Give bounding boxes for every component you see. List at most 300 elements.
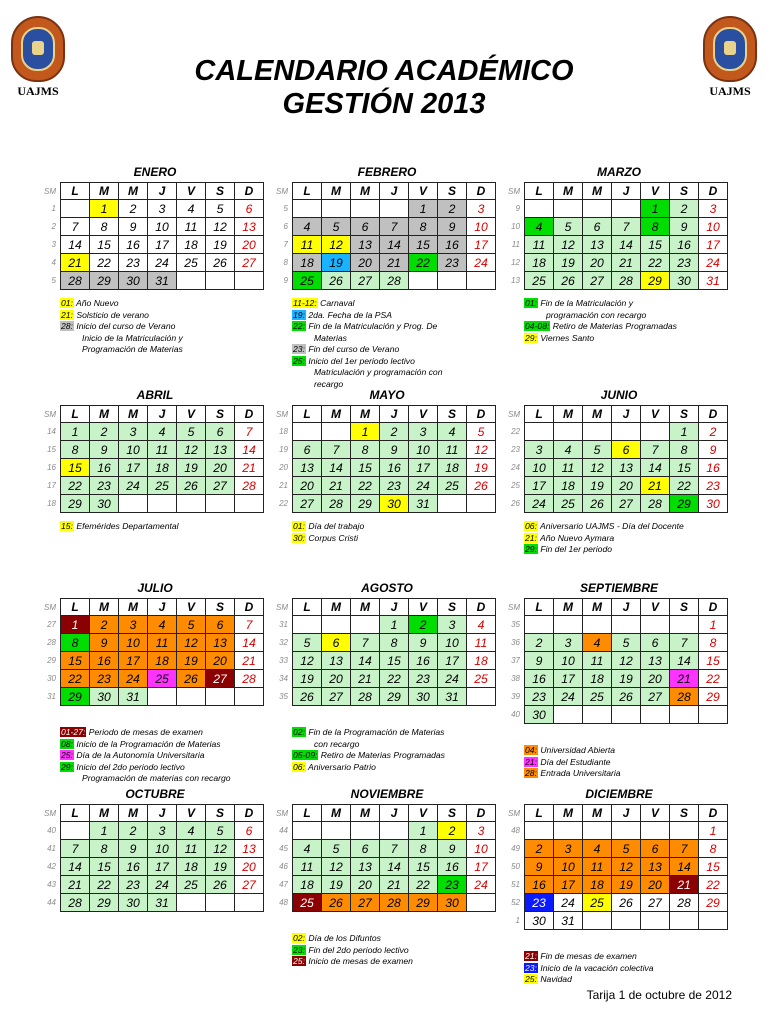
legend-julio <box>60 727 275 785</box>
day-cell <box>612 822 641 840</box>
day-cell: 22 <box>90 254 119 272</box>
weekday-header: M <box>119 805 148 822</box>
week-row <box>500 254 728 272</box>
week-number: 48 <box>279 898 288 907</box>
week-row <box>268 840 496 858</box>
week-number: 5 <box>283 204 288 213</box>
week-number: 46 <box>279 862 288 871</box>
day-cell: 3 <box>467 200 496 218</box>
legend-item <box>524 963 739 975</box>
day-cell <box>380 200 409 218</box>
weekday-header: J <box>612 805 641 822</box>
day-cell: 3 <box>467 822 496 840</box>
day-cell: 21 <box>322 477 351 495</box>
legend-text: Universidad Abierta <box>537 745 616 755</box>
legend-code: 25: <box>61 750 73 760</box>
week-row <box>500 441 728 459</box>
legend-item <box>60 333 275 345</box>
day-cell: 3 <box>119 616 148 634</box>
legend-text: Inicio de mesas de examen <box>305 956 413 966</box>
day-cell: 6 <box>293 441 322 459</box>
legend-item <box>292 310 507 322</box>
day-cell: 2 <box>525 634 554 652</box>
legend-text: con recargo <box>314 738 360 749</box>
day-cell <box>670 822 699 840</box>
day-cell: 4 <box>148 423 177 441</box>
day-cell: 8 <box>90 218 119 236</box>
day-cell: 15 <box>61 652 90 670</box>
day-cell: 21 <box>380 876 409 894</box>
day-cell: 29 <box>641 272 670 290</box>
day-cell: 19 <box>293 670 322 688</box>
day-cell: 14 <box>235 634 264 652</box>
day-cell: 1 <box>409 822 438 840</box>
day-cell: 15 <box>641 236 670 254</box>
day-cell: 26 <box>322 894 351 912</box>
week-number: 22 <box>279 499 288 508</box>
day-cell: 21 <box>380 254 409 272</box>
week-row <box>268 634 496 652</box>
legend-text: Inicio del curso de Verano <box>73 321 176 331</box>
day-cell <box>61 822 90 840</box>
day-cell: 17 <box>525 477 554 495</box>
week-number: 6 <box>283 222 288 231</box>
week-row <box>36 670 264 688</box>
day-cell: 18 <box>583 876 612 894</box>
legend-item <box>60 727 275 739</box>
day-cell: 20 <box>351 254 380 272</box>
legend-code: 23: <box>293 344 305 354</box>
day-cell: 1 <box>380 616 409 634</box>
legend-text: Fin de la Programación de Materias <box>305 727 445 737</box>
day-cell: 14 <box>380 858 409 876</box>
month-name: MAYO <box>369 388 405 402</box>
legend-code: 06: <box>525 521 537 531</box>
legend-code: 01: <box>525 298 537 308</box>
day-cell: 21 <box>235 459 264 477</box>
weekday-header: M <box>351 406 380 423</box>
day-cell: 11 <box>148 441 177 459</box>
legend-text: recargo <box>314 378 344 389</box>
logo-right-label: UAJMS <box>709 84 751 98</box>
legend-mayo <box>292 521 507 544</box>
legend-code: 23: <box>525 962 537 973</box>
footer-date: Tarija 1 de octubre de 2012 <box>586 988 732 1002</box>
legend-item <box>524 321 739 333</box>
day-cell <box>235 272 264 290</box>
month-table <box>268 182 496 290</box>
week-number: 43 <box>47 880 56 889</box>
week-row <box>268 218 496 236</box>
weekday-header: V <box>409 599 438 616</box>
day-cell: 14 <box>670 858 699 876</box>
week-number: 17 <box>47 481 56 490</box>
weekday-header: M <box>583 599 612 616</box>
week-number: 44 <box>279 826 288 835</box>
week-number: 45 <box>279 844 288 853</box>
day-cell: 13 <box>351 236 380 254</box>
day-cell: 24 <box>554 894 583 912</box>
day-cell: 27 <box>641 894 670 912</box>
day-cell: 30 <box>119 894 148 912</box>
day-cell: 6 <box>351 840 380 858</box>
week-number: 31 <box>47 692 56 701</box>
day-cell: 23 <box>119 876 148 894</box>
day-cell: 7 <box>612 218 641 236</box>
weekday-header: M <box>322 599 351 616</box>
weekday-header: V <box>641 805 670 822</box>
day-cell: 30 <box>438 894 467 912</box>
day-cell <box>612 200 641 218</box>
day-cell: 9 <box>525 652 554 670</box>
day-cell <box>177 495 206 513</box>
day-cell: 1 <box>699 616 728 634</box>
day-cell: 18 <box>148 652 177 670</box>
day-cell: 15 <box>409 236 438 254</box>
legend-text: Periodo de mesas de examen <box>86 727 203 737</box>
legend-text: Programación de Materias <box>82 344 183 354</box>
day-cell: 29 <box>409 894 438 912</box>
legend-code: 25: <box>293 956 305 966</box>
day-cell <box>554 706 583 724</box>
day-cell: 6 <box>235 200 264 218</box>
day-cell <box>583 200 612 218</box>
legend-code: 01-27: <box>61 727 86 737</box>
legend-text: Retiro de Materias Programadas <box>318 750 445 760</box>
day-cell: 15 <box>699 858 728 876</box>
day-cell: 2 <box>380 423 409 441</box>
day-cell: 5 <box>322 218 351 236</box>
day-cell: 9 <box>119 840 148 858</box>
month-name: JULIO <box>137 581 173 595</box>
legend-code: 01: <box>61 298 73 308</box>
day-cell: 27 <box>641 688 670 706</box>
day-cell: 1 <box>699 822 728 840</box>
legend-text: Corpus Cristi <box>305 532 359 543</box>
day-cell: 24 <box>554 688 583 706</box>
legend-text: Solsticio de verano <box>73 309 149 320</box>
week-row <box>268 272 496 290</box>
day-cell: 28 <box>322 495 351 513</box>
day-cell: 16 <box>90 652 119 670</box>
legend-item <box>60 750 275 762</box>
week-number: 15 <box>47 445 56 454</box>
legend-item <box>292 739 507 751</box>
day-cell: 8 <box>409 840 438 858</box>
week-row <box>500 495 728 513</box>
week-number: 10 <box>511 222 520 231</box>
day-cell: 24 <box>467 254 496 272</box>
legend-code: 02: <box>293 933 305 943</box>
month-table <box>36 405 264 513</box>
day-cell: 24 <box>148 254 177 272</box>
day-cell: 19 <box>612 670 641 688</box>
day-cell <box>177 272 206 290</box>
day-cell <box>525 822 554 840</box>
day-cell <box>293 822 322 840</box>
weekday-header: M <box>554 406 583 423</box>
month-name: OCTUBRE <box>125 787 185 801</box>
weekday-header: D <box>235 805 264 822</box>
day-cell: 14 <box>670 652 699 670</box>
weekday-header: M <box>554 805 583 822</box>
day-cell: 25 <box>293 894 322 912</box>
week-number: 37 <box>511 656 520 665</box>
weekday-header: M <box>119 183 148 200</box>
day-cell: 23 <box>90 670 119 688</box>
weekday-header: V <box>641 599 670 616</box>
week-number: 27 <box>47 620 56 629</box>
month-abril <box>36 388 264 531</box>
day-cell: 3 <box>554 840 583 858</box>
day-cell <box>438 272 467 290</box>
day-cell: 23 <box>119 254 148 272</box>
weekday-header: L <box>61 183 90 200</box>
legend-text: Día de los Difuntos <box>305 933 381 943</box>
day-cell: 10 <box>554 652 583 670</box>
legend-text: Navidad <box>537 974 572 984</box>
day-cell: 27 <box>351 272 380 290</box>
week-number: 33 <box>279 656 288 665</box>
legend-item <box>292 945 507 957</box>
day-cell: 4 <box>293 840 322 858</box>
week-row <box>36 822 264 840</box>
day-cell: 12 <box>206 218 235 236</box>
day-cell: 1 <box>61 423 90 441</box>
week-number-header: SM <box>508 808 520 818</box>
day-cell: 24 <box>148 876 177 894</box>
day-cell: 13 <box>206 634 235 652</box>
day-cell: 6 <box>641 840 670 858</box>
month-table <box>500 182 728 290</box>
day-cell: 5 <box>206 200 235 218</box>
week-number: 42 <box>47 862 56 871</box>
day-cell: 11 <box>293 858 322 876</box>
day-cell: 18 <box>293 254 322 272</box>
weekday-header: M <box>351 599 380 616</box>
day-cell: 10 <box>554 858 583 876</box>
day-cell: 28 <box>670 894 699 912</box>
month-noviembre <box>268 787 496 966</box>
day-cell: 2 <box>699 423 728 441</box>
day-cell <box>322 616 351 634</box>
weekday-header: S <box>438 599 467 616</box>
legend-item <box>524 298 739 310</box>
day-cell: 4 <box>177 822 206 840</box>
legend-item <box>292 762 507 774</box>
month-name: ENERO <box>133 165 177 179</box>
day-cell: 5 <box>322 840 351 858</box>
week-row <box>500 876 728 894</box>
day-cell: 3 <box>438 616 467 634</box>
day-cell: 9 <box>525 858 554 876</box>
day-cell: 29 <box>670 495 699 513</box>
day-cell: 7 <box>641 441 670 459</box>
weekday-header: L <box>293 183 322 200</box>
day-cell: 11 <box>438 441 467 459</box>
day-cell <box>612 912 641 930</box>
day-cell <box>467 688 496 706</box>
legend-code: 29: <box>61 761 73 772</box>
day-cell: 30 <box>525 706 554 724</box>
day-cell <box>206 894 235 912</box>
day-cell: 11 <box>177 218 206 236</box>
weekday-header: V <box>177 805 206 822</box>
week-number: 8 <box>283 258 288 267</box>
day-cell <box>525 423 554 441</box>
day-cell <box>148 495 177 513</box>
legend-code: 11-12: <box>293 298 317 308</box>
day-cell: 10 <box>119 441 148 459</box>
day-cell: 15 <box>409 858 438 876</box>
day-cell: 16 <box>409 652 438 670</box>
legend-diciembre <box>524 951 739 986</box>
day-cell: 3 <box>119 423 148 441</box>
month-julio <box>36 581 264 783</box>
week-number: 22 <box>511 427 520 436</box>
day-cell: 21 <box>61 876 90 894</box>
weekday-header: M <box>554 599 583 616</box>
day-cell: 9 <box>380 441 409 459</box>
weekday-header: L <box>293 599 322 616</box>
day-cell: 26 <box>293 688 322 706</box>
day-cell: 24 <box>119 477 148 495</box>
day-cell <box>641 423 670 441</box>
legend-text: Año Nuevo <box>73 298 119 308</box>
weekday-header: V <box>177 183 206 200</box>
day-cell <box>612 616 641 634</box>
logo-right <box>702 16 758 98</box>
day-cell: 12 <box>177 634 206 652</box>
day-cell: 11 <box>293 236 322 254</box>
week-row <box>268 495 496 513</box>
week-row <box>500 236 728 254</box>
day-cell: 18 <box>554 477 583 495</box>
day-cell: 16 <box>438 858 467 876</box>
legend-item <box>60 298 275 310</box>
day-cell: 13 <box>641 858 670 876</box>
day-cell: 2 <box>90 616 119 634</box>
day-cell: 19 <box>583 477 612 495</box>
week-row <box>268 200 496 218</box>
legend-junio <box>524 521 739 556</box>
week-row <box>268 236 496 254</box>
day-cell: 31 <box>119 688 148 706</box>
day-cell: 22 <box>61 670 90 688</box>
legend-text: Inicio de la vacación colectiva <box>537 962 654 973</box>
day-cell: 30 <box>525 912 554 930</box>
week-row <box>500 459 728 477</box>
legend-text: Fin del 2do periodo lectivo <box>305 944 409 955</box>
day-cell: 26 <box>177 670 206 688</box>
day-cell: 20 <box>322 670 351 688</box>
day-cell <box>293 616 322 634</box>
day-cell: 9 <box>670 218 699 236</box>
legend-item <box>292 533 507 545</box>
day-cell: 30 <box>699 495 728 513</box>
legend-code: 02: <box>293 727 305 737</box>
weekday-header: S <box>206 599 235 616</box>
day-cell: 29 <box>61 688 90 706</box>
week-number: 1 <box>51 204 56 213</box>
day-cell: 6 <box>322 634 351 652</box>
day-cell: 1 <box>409 200 438 218</box>
week-row <box>268 670 496 688</box>
day-cell: 17 <box>119 652 148 670</box>
legend-item <box>292 333 507 345</box>
day-cell: 14 <box>641 459 670 477</box>
weekday-header: J <box>380 406 409 423</box>
day-cell: 12 <box>206 840 235 858</box>
legend-text: Aniversario UAJMS - Día del Docente <box>537 521 684 531</box>
legend-text: 2da. Fecha de la PSA <box>305 309 392 320</box>
day-cell <box>525 200 554 218</box>
day-cell <box>583 423 612 441</box>
day-cell: 30 <box>409 688 438 706</box>
day-cell: 2 <box>438 822 467 840</box>
day-cell: 19 <box>206 236 235 254</box>
legend-text: Retiro de Materias Programadas <box>550 321 677 331</box>
weekday-header: V <box>409 805 438 822</box>
day-cell: 2 <box>119 822 148 840</box>
weekday-header: M <box>322 406 351 423</box>
day-cell: 25 <box>525 272 554 290</box>
week-row <box>268 441 496 459</box>
day-cell: 12 <box>467 441 496 459</box>
day-cell <box>670 616 699 634</box>
legend-text: Fin de la Matriculación y Prog. De <box>305 321 438 331</box>
month-junio <box>500 388 728 554</box>
weekday-header: L <box>293 805 322 822</box>
day-cell: 28 <box>61 272 90 290</box>
day-cell: 8 <box>351 441 380 459</box>
week-number: 47 <box>279 880 288 889</box>
weekday-header: D <box>699 599 728 616</box>
day-cell: 4 <box>583 840 612 858</box>
day-cell: 16 <box>119 858 148 876</box>
legend-text: Día del trabajo <box>305 521 365 531</box>
day-cell <box>554 200 583 218</box>
weekday-header: S <box>438 805 467 822</box>
day-cell: 5 <box>612 634 641 652</box>
week-row <box>500 218 728 236</box>
day-cell: 7 <box>380 840 409 858</box>
day-cell: 16 <box>438 236 467 254</box>
day-cell: 27 <box>612 495 641 513</box>
day-cell: 6 <box>612 441 641 459</box>
week-row <box>36 688 264 706</box>
day-cell <box>322 822 351 840</box>
weekday-header: J <box>380 599 409 616</box>
weekday-header: J <box>148 599 177 616</box>
day-cell <box>670 706 699 724</box>
week-row <box>500 894 728 912</box>
month-table <box>500 804 728 930</box>
day-cell <box>554 423 583 441</box>
day-cell: 28 <box>351 688 380 706</box>
day-cell: 1 <box>90 822 119 840</box>
weekday-header: J <box>612 406 641 423</box>
day-cell: 27 <box>206 670 235 688</box>
day-cell: 18 <box>525 254 554 272</box>
day-cell: 16 <box>380 459 409 477</box>
legend-item <box>292 750 507 762</box>
day-cell: 24 <box>699 254 728 272</box>
day-cell: 9 <box>119 218 148 236</box>
legend-item <box>524 757 739 769</box>
legend-item <box>292 727 507 739</box>
week-number: 13 <box>511 276 520 285</box>
